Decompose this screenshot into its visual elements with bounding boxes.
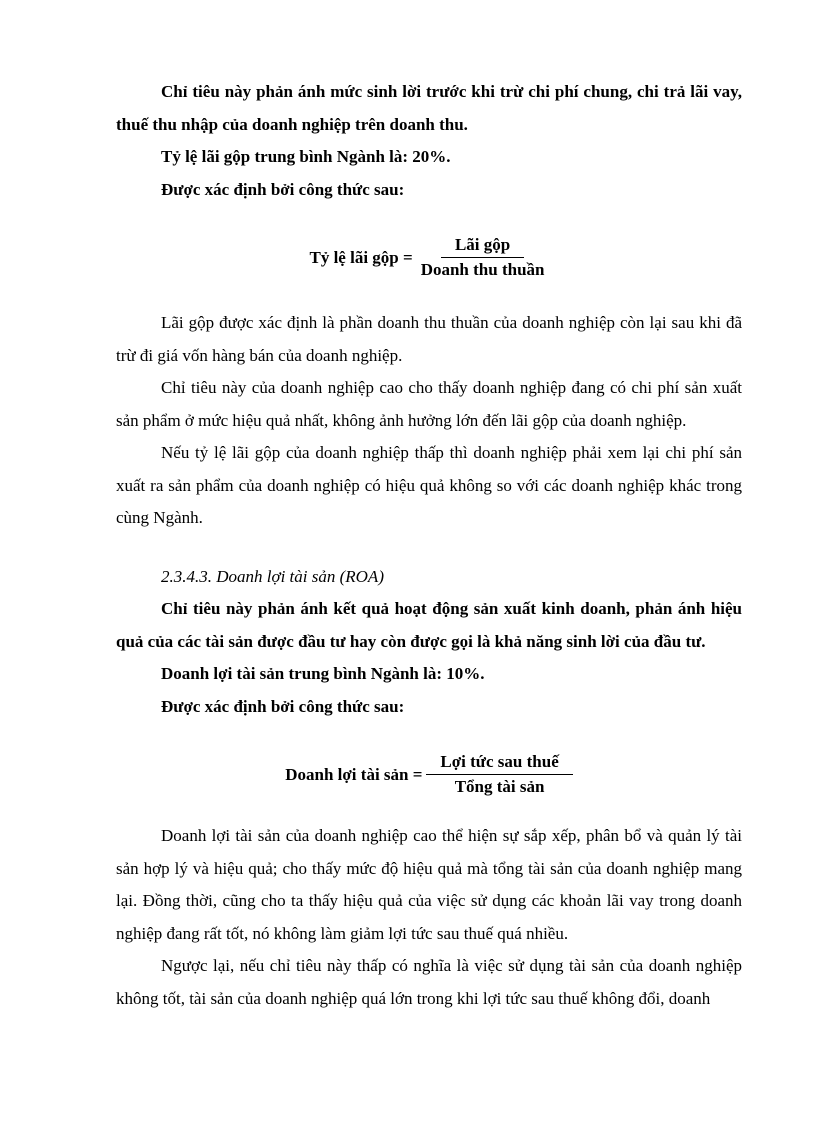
- paragraph-high-roa: Doanh lợi tài sản của doanh nghiệp cao thể hiện sự sắp xếp, phân bổ và quản lý tài sản hợp lý và hiệu quả; cho thấy mức độ hiệu quả mà tổng tài sản của doanh nghiệp mang lại. Đồng thời, cũng cho ta thấy hiệu quả của việc sử dụng các khoản lãi vay trong doanh nghiệp đang rất tốt, nó không làm giảm lợi tức sau thuế quá nhiều.: [116, 826, 742, 943]
- paragraph-high-margin: Chỉ tiêu này của doanh nghiệp cao cho thấy doanh nghiệp đang có chi phí sản xuất sản phẩm ở mức hiệu quả nhất, không ảnh hưởng lớn đến lãi gộp của doanh nghiệp.: [116, 378, 742, 430]
- paragraph-low-roa: Ngược lại, nếu chỉ tiêu này thấp có nghĩa là việc sử dụng tài sản của doanh nghiệp không tốt, tài sản của doanh nghiệp quá lớn trong khi lợi tức sau thuế không đổi, doanh: [116, 956, 742, 1008]
- paragraph-gross-margin-intro: Chỉ tiêu này phản ánh mức sinh lời trước khi trừ chi phí chung, chi trả lãi vay, thuế thu nhập của doanh nghiệp trên doanh thu.: [116, 82, 742, 134]
- paragraph-industry-gross-margin: Tỷ lệ lãi gộp trung bình Ngành là: 20%.: [161, 147, 451, 166]
- section-heading-roa: 2.3.4.3. Doanh lợi tài sản (ROA): [161, 566, 384, 586]
- paragraph-roa-intro: Chỉ tiêu này phản ánh kết quả hoạt động sản xuất kinh doanh, phản ánh hiệu quả của các tài sản được đầu tư hay còn được gọi là khả năng sinh lời của đầu tư.: [116, 599, 742, 651]
- formula-gross-margin-numerator: Lãi gộp: [441, 234, 524, 258]
- paragraph-formula-lead-1: Được xác định bởi công thức sau:: [161, 179, 405, 199]
- paragraph-formula-lead-2: Được xác định bởi công thức sau:: [161, 696, 405, 716]
- formula-gross-margin-lhs: Tỷ lệ lãi gộp =: [309, 247, 413, 267]
- paragraph-low-margin: Nếu tỷ lệ lãi gộp của doanh nghiệp thấp thì doanh nghiệp phải xem lại chi phí sản xuất ra sản phẩm của doanh nghiệp có hiệu quả không so với các doanh nghiệp khác trong cùng Ngành.: [116, 443, 742, 527]
- formula-gross-margin: [116, 234, 742, 281]
- formula-roa-numerator: Lợi tức sau thuế: [426, 751, 572, 775]
- paragraph-gross-profit-definition: Lãi gộp được xác định là phần doanh thu thuần của doanh nghiệp còn lại sau khi đã trừ đi giá vốn hàng bán của doanh nghiệp.: [116, 313, 742, 365]
- document-page: [116, 76, 742, 1015]
- formula-roa-fraction: [426, 751, 572, 798]
- formula-roa: [116, 751, 742, 798]
- formula-roa-denominator: Tổng tài sản: [454, 777, 545, 796]
- formula-gross-margin-fraction: [417, 234, 549, 281]
- paragraph-industry-roa: Doanh lợi tài sản trung bình Ngành là: 10%.: [161, 664, 485, 683]
- formula-roa-lhs: Doanh lợi tài sản =: [285, 764, 423, 784]
- formula-gross-margin-denominator: Doanh thu thuần: [420, 260, 545, 279]
